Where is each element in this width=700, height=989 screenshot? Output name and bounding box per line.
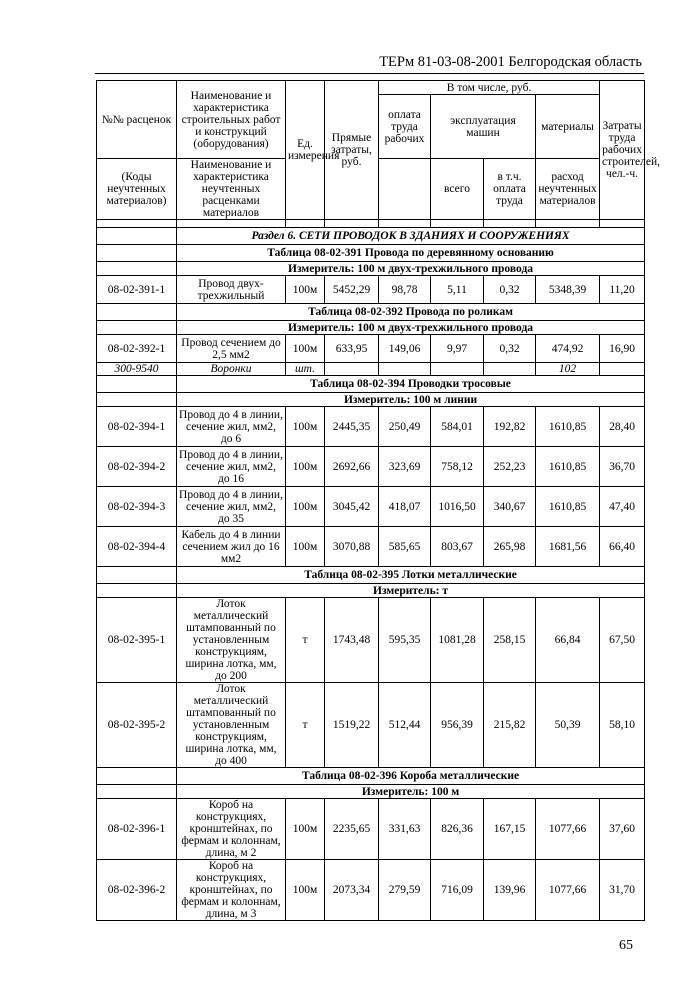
gap-cell — [379, 220, 431, 228]
gap-cell — [431, 220, 484, 228]
rate-machines-wages: 167,15 — [484, 799, 536, 860]
gap-cell — [600, 220, 645, 228]
rate-direct: 2445,35 — [325, 407, 379, 447]
rate-code: 08-02-395-1 — [97, 598, 177, 683]
unaccounted-name: Воронки — [177, 363, 286, 376]
rate-labor: 58,10 — [600, 683, 645, 768]
rate-direct: 1743,48 — [325, 598, 379, 683]
rate-machines: 826,36 — [431, 799, 484, 860]
rate-machines-wages: 340,67 — [484, 487, 536, 527]
rate-labor: 36,70 — [600, 447, 645, 487]
rate-machines-wages: 258,15 — [484, 598, 536, 683]
table-title: Таблица 08-02-396 Короба металлические — [177, 768, 645, 785]
rate-row — [97, 276, 645, 304]
header-group: В том числе, руб. — [379, 81, 600, 95]
rate-labor: 28,40 — [600, 407, 645, 447]
rate-machines-wages: 215,82 — [484, 683, 536, 768]
unaccounted-empty — [325, 363, 379, 376]
table-title-left — [97, 304, 177, 321]
rate-row — [97, 799, 645, 860]
rate-wages: 250,49 — [379, 407, 431, 447]
rate-name: Лоток металлический штампованный по установленным конструкциям, ширина лотка, мм, до 400 — [177, 683, 286, 768]
rate-code: 08-02-394-1 — [97, 407, 177, 447]
rate-direct: 633,95 — [325, 335, 379, 363]
rate-row — [97, 598, 645, 683]
table-title: Таблица 08-02-392 Провода по роликам — [177, 304, 645, 321]
rate-row — [97, 487, 645, 527]
rate-labor: 47,40 — [600, 487, 645, 527]
unaccounted-code: 300-9540 — [97, 363, 177, 376]
rate-materials: 66,84 — [536, 598, 600, 683]
page-number: 65 — [619, 938, 633, 953]
rate-direct: 2073,34 — [325, 860, 379, 921]
gap-cell — [325, 220, 379, 228]
header-direct-costs: Прямые затраты, руб. — [325, 81, 379, 220]
rate-direct: 5452,29 — [325, 276, 379, 304]
rate-unit: 100м — [286, 447, 325, 487]
table-title: Таблица 08-02-391 Провода по деревянному основанию — [177, 245, 645, 262]
header-machines-total: всего — [431, 159, 484, 220]
rate-labor: 37,60 — [600, 799, 645, 860]
rates-table — [96, 80, 660, 921]
header-unaccounted: расход неучтенных материалов — [536, 159, 600, 220]
rate-name: Провод до 4 в линии, сечение жил, мм2, до 35 — [177, 487, 286, 527]
header-code-alt: (Коды неучтенных материалов) — [97, 159, 177, 220]
rate-machines-wages: 252,23 — [484, 447, 536, 487]
rate-machines-wages: 0,32 — [484, 335, 536, 363]
rate-direct: 3070,88 — [325, 527, 379, 567]
rate-machines-wages: 265,98 — [484, 527, 536, 567]
rate-materials: 50,39 — [536, 683, 600, 768]
rate-wages: 331,63 — [379, 799, 431, 860]
rate-labor: 67,50 — [600, 598, 645, 683]
meter-line: Измеритель: 100 м двух-трехжильного провода — [177, 321, 645, 335]
gap-cell — [177, 220, 286, 228]
rate-machines-wages: 139,96 — [484, 860, 536, 921]
rate-materials: 1610,85 — [536, 487, 600, 527]
meter-line: Измеритель: 100 м — [177, 785, 645, 799]
rate-row — [97, 683, 645, 768]
rate-materials: 1681,56 — [536, 527, 600, 567]
rate-name: Кабель до 4 в линии сечением жил до 16 мм2 — [177, 527, 286, 567]
rate-wages: 585,65 — [379, 527, 431, 567]
rate-materials: 474,92 — [536, 335, 600, 363]
gap-cell — [286, 220, 325, 228]
rate-name: Короб на конструкциях, кронштейнах, по фермам и колоннам, длина, м 3 — [177, 860, 286, 921]
rate-direct: 2235,65 — [325, 799, 379, 860]
header-rule — [95, 73, 644, 74]
rate-materials: 1610,85 — [536, 447, 600, 487]
rate-unit: 100м — [286, 276, 325, 304]
rate-row — [97, 860, 645, 921]
header-unit: Ед. измерения — [286, 81, 325, 220]
section-title-left — [97, 228, 177, 245]
rate-unit: 100м — [286, 487, 325, 527]
unaccounted-qty: 102 — [536, 363, 600, 376]
rate-direct: 3045,42 — [325, 487, 379, 527]
rate-machines: 803,67 — [431, 527, 484, 567]
meter-line-left — [97, 785, 177, 799]
unaccounted-empty — [484, 363, 536, 376]
rate-wages: 323,69 — [379, 447, 431, 487]
rate-code: 08-02-394-4 — [97, 527, 177, 567]
gap-cell — [536, 220, 600, 228]
rate-name: Провод сечением до 2,5 мм2 — [177, 335, 286, 363]
rate-machines: 716,09 — [431, 860, 484, 921]
rate-unit: т — [286, 683, 325, 768]
rate-code: 08-02-391-1 — [97, 276, 177, 304]
rate-row — [97, 407, 645, 447]
rate-machines: 1081,28 — [431, 598, 484, 683]
rate-wages: 418,07 — [379, 487, 431, 527]
gap-cell — [97, 220, 177, 228]
meter-line: Измеритель: т — [177, 584, 645, 598]
rate-labor: 66,40 — [600, 527, 645, 567]
rate-name: Провод до 4 в линии, сечение жил, мм2, до 16 — [177, 447, 286, 487]
rate-code: 08-02-396-1 — [97, 799, 177, 860]
table-title: Таблица 08-02-394 Проводки тросовые — [177, 376, 645, 393]
header-labor: Затраты труда рабочих строителей, чел.-ч. — [600, 81, 645, 220]
rate-wages: 512,44 — [379, 683, 431, 768]
header-name-alt: Наименование и характеристика неучтенных расценками материалов — [177, 159, 286, 220]
rate-wages: 595,35 — [379, 598, 431, 683]
document-title: ТЕРм 81-03-08-2001 Белгородская область — [379, 54, 642, 70]
rate-row — [97, 527, 645, 567]
rate-labor: 31,70 — [600, 860, 645, 921]
meter-line-left — [97, 584, 177, 598]
rate-materials: 1610,85 — [536, 407, 600, 447]
rate-unit: т — [286, 598, 325, 683]
unaccounted-empty — [379, 363, 431, 376]
rate-direct: 2692,66 — [325, 447, 379, 487]
meter-line-left — [97, 393, 177, 407]
rate-row — [97, 447, 645, 487]
rate-unit: 100м — [286, 860, 325, 921]
table-title-left — [97, 376, 177, 393]
rate-machines-wages: 0,32 — [484, 276, 536, 304]
rate-unit: 100м — [286, 799, 325, 860]
unaccounted-empty — [600, 363, 645, 376]
rate-code: 08-02-392-1 — [97, 335, 177, 363]
rate-direct: 1519,22 — [325, 683, 379, 768]
section-title: Раздел 6. СЕТИ ПРОВОДОК В ЗДАНИЯХ И СООРУЖЕНИЯХ — [177, 228, 645, 245]
header-machines: эксплуатация машин — [431, 95, 536, 159]
rate-machines: 5,11 — [431, 276, 484, 304]
table-title-left — [97, 567, 177, 584]
rate-machines: 1016,50 — [431, 487, 484, 527]
meter-line-left — [97, 321, 177, 335]
meter-line-left — [97, 262, 177, 276]
unaccounted-unit: шт. — [286, 363, 325, 376]
rate-labor: 11,20 — [600, 276, 645, 304]
rate-unit: 100м — [286, 335, 325, 363]
rate-labor: 16,90 — [600, 335, 645, 363]
rate-row — [97, 335, 645, 363]
rate-name: Лоток металлический штампованный по установленным конструкциям, ширина лотка, мм, до 200 — [177, 598, 286, 683]
rate-name: Провод двух-трехжильный — [177, 276, 286, 304]
rate-wages: 279,59 — [379, 860, 431, 921]
table-title: Таблица 08-02-395 Лотки металлические — [177, 567, 645, 584]
rate-code: 08-02-396-2 — [97, 860, 177, 921]
table-title-left — [97, 245, 177, 262]
header-materials: материалы — [536, 95, 600, 159]
meter-line: Измеритель: 100 м линии — [177, 393, 645, 407]
rate-machines-wages: 192,82 — [484, 407, 536, 447]
rate-code: 08-02-395-2 — [97, 683, 177, 768]
rate-unit: 100м — [286, 527, 325, 567]
rate-materials: 1077,66 — [536, 799, 600, 860]
rate-machines: 956,39 — [431, 683, 484, 768]
rate-unit: 100м — [286, 407, 325, 447]
rate-code: 08-02-394-2 — [97, 447, 177, 487]
header-code: №№ расценок — [97, 81, 177, 159]
unaccounted-empty — [431, 363, 484, 376]
rate-materials: 1077,66 — [536, 860, 600, 921]
header-wages-empty — [379, 159, 431, 220]
rate-materials: 5348,39 — [536, 276, 600, 304]
rate-code: 08-02-394-3 — [97, 487, 177, 527]
header-name: Наименование и характеристика строительных работ и конструкций (оборудования) — [177, 81, 286, 159]
rate-machines: 758,12 — [431, 447, 484, 487]
rate-machines: 584,01 — [431, 407, 484, 447]
gap-cell — [484, 220, 536, 228]
rate-machines: 9,97 — [431, 335, 484, 363]
header-machines-wages: в т.ч. оплата труда — [484, 159, 536, 220]
meter-line: Измеритель: 100 м двух-трехжильного провода — [177, 262, 645, 276]
rate-name: Короб на конструкциях, кронштейнах, по фермам и колоннам, длина, м 2 — [177, 799, 286, 860]
header-wages: оплата труда рабочих — [379, 95, 431, 159]
rate-wages: 98,78 — [379, 276, 431, 304]
table-title-left — [97, 768, 177, 785]
rate-wages: 149,06 — [379, 335, 431, 363]
rate-name: Провод до 4 в линии, сечение жил, мм2, до 6 — [177, 407, 286, 447]
